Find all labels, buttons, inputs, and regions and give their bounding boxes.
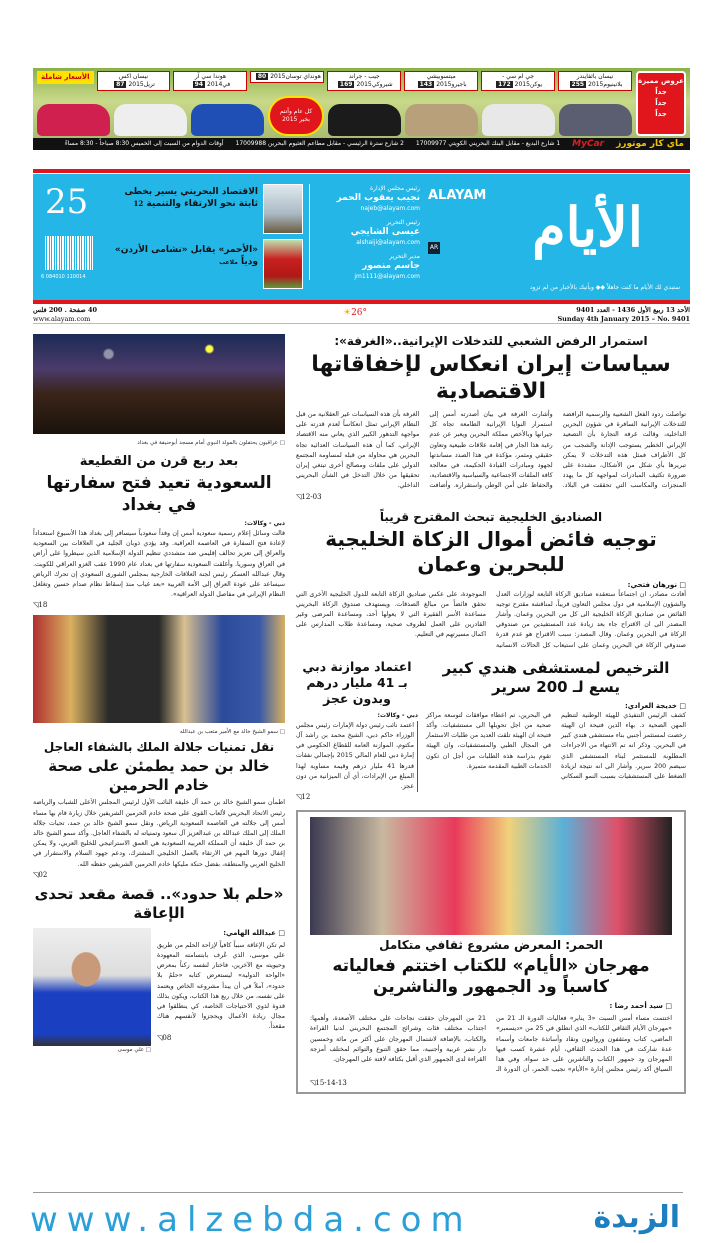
slogan: ستبدي لك الأيام ما كنت جاهلاً ◆◆ ويأتيك بالأخبار من لم تزود: [529, 284, 680, 291]
brand-name: ماي كار موتورز: [616, 139, 684, 149]
article-headline[interactable]: سياسات إيران انعكاس لإخفاقاتها الاقتصادية: [311, 352, 671, 404]
staff-editor-in-chief: رئيس التحرير عيسى الشايجي alshaiji@alayam.com: [315, 218, 420, 247]
car-image: [559, 104, 632, 136]
article-khalid: [33, 728, 285, 879]
page-ref: ◹08: [157, 1033, 172, 1042]
car-price-tag: نيسان باثفايندر بلاتينيوم255 2015: [558, 71, 632, 91]
baghdad-celebration-photo[interactable]: [33, 334, 285, 434]
dream-photo-block: [33, 928, 151, 1054]
article-saudi-embassy: [33, 439, 285, 610]
building-thumbnail: [263, 184, 303, 234]
article-hospital: [426, 659, 686, 782]
special-offer-box: [636, 71, 686, 136]
sheikh-khalid-meeting-photo[interactable]: [33, 615, 285, 723]
ad-main: [33, 68, 690, 138]
article-headline[interactable]: الترخيص لمستشفى هندي كبير يسع لـ 200 سرير: [442, 658, 670, 696]
staff-chairman: رئيس مجلس الإدارة نجيب يعقوب الحمر najeb@alayam.com: [315, 184, 420, 213]
address-1: 1 شارع البديع - مقابل البنك البحريني الكويتي 17009977: [415, 140, 561, 147]
article-dream: [33, 928, 285, 1054]
dateline: [33, 305, 690, 324]
alzebda-logo: الزبدة: [593, 1200, 680, 1235]
article-subheadline: الصناديق الخليجية تبحث المقترح قريباً: [379, 509, 603, 524]
all-prices-label: الأسعار شاملة: [37, 71, 94, 84]
masthead-divider: [309, 184, 310, 280]
photo-caption: □ سمو الشيخ خالد مع الأمير متعب بن عبدالله: [179, 729, 285, 736]
ar-badge-icon[interactable]: AR: [428, 242, 440, 254]
alayam-latin-logo: ALAYAM: [428, 188, 487, 203]
page-ref: ◹12-03: [296, 492, 322, 501]
byline: دبي - وكالات:: [377, 711, 418, 719]
car-price-tag: جيب - جراند شيروكي169 2015: [327, 71, 401, 91]
article-dubai-budget: [296, 659, 418, 802]
article-headline[interactable]: مهرجان «الأيام» للكتاب اختتم فعالياته كاسباً ود الجمهور والناشرين: [332, 956, 650, 998]
anniversary-25-logo: 25: [45, 182, 89, 222]
gregorian-date: Sunday 4th January 2015 – No. 9401: [557, 315, 690, 323]
alayam-logo[interactable]: الأيام: [532, 195, 643, 259]
ad-cars-area: [37, 71, 632, 136]
barcode-number: 6 084010 110014: [41, 274, 86, 280]
football-team-thumbnail: [263, 239, 303, 289]
article-headline[interactable]: خالد بن حمد يطمئن على صحة خادم الحرمين: [48, 757, 270, 795]
teaser-economy[interactable]: الاقتصاد البحريني يسير بخطى ثابتة نحو الارتقاء والتنمية 12: [124, 187, 258, 209]
sun-icon: ☀: [343, 308, 352, 318]
website-link[interactable]: www.alayam.com: [33, 315, 91, 323]
article-book-festival: [296, 810, 686, 1094]
book-festival-photo[interactable]: [310, 817, 672, 935]
article-zakat: [296, 510, 686, 651]
teaser-football[interactable]: «الأحمر» يقابل «نشامى الأردن» ودياً ملاعب: [114, 245, 258, 267]
new-year-badge: كل عام وأنتم بخير 2015: [268, 96, 324, 136]
page-ref: ◹18: [33, 601, 48, 610]
right-column: [296, 334, 686, 1094]
article-subheadline: بعد ربع قرن من القطيعة: [79, 454, 239, 469]
article-body: تواصلت ردود الفعل الشعبية والرسمية الرافضة للتدخلات الإيرانية السافرة في شؤون البحرين الداخلية، وقالت غرفة التجارة بأن التصعيد الإيراني الخطير يستوجب الإدانة والشجب من كل الأطراف فمثل هذه التدخلات لا يمكن تبريرها بأي شكل من الأشكال، مشددة على ضرورة تكثيف المبادرات لمواجهة كل ما يهدد المنجزات والمكاسب التي تحققت في البلاد. وأشارت الغرفة في بيان أصدرته أمس إلى استمرار النوايا الإيرانية الطامعة تجاه كل جيرانها وبالأخص مملكة البحرين ويعبر عن عدم رغبة هذا الجار في إقامة علاقات طبيعية وتعاون حقيقي ومثمر، مؤكدة في هذا الصدد مساندتها لجهود ومبادرات القيادة الحكيمة، في معالجة كافة الملفات الاجتماعية والسياسية والاقتصادية، والحفاظ على أمن الوطن واستقراره. وأضافت الغرفة بأن هذه السياسات غير العقلانية من قبل النظام الإيراني تمثل انعكاساً لعدم قدرته على مواجهة التدهور الكبير الذي يعاني منه الاقتصاد الإيراني، كما أن هذه السياسات العدائية تجاه البحرين هي محاولة من قبله لمساومة المجتمع الدولي على ملفات ومصالح أخرى تبتغي إيران تحقيقها من خلال التدخل في الشأن البحريني الداخلي.: [296, 411, 686, 490]
car-price-tag: ميتسوبيشي باجيرو143 2015: [404, 71, 478, 91]
byline: □ نورهان فتحي:: [627, 580, 686, 589]
footer-divider: [33, 1192, 683, 1193]
price-tags-row: [37, 71, 632, 91]
barcode: [45, 236, 93, 270]
pages-price: 40 صفحة . 200 فلس: [33, 306, 97, 314]
offer-line: جداً: [655, 99, 667, 107]
address-2: 2 شارع سترة الرئيسي - مقابل مطاعم العثيوم البحرين 17009988: [235, 140, 404, 147]
article-headline[interactable]: توجيه فائض أموال الزكاة الخليجية للبحرين وعمان: [325, 526, 657, 576]
car-price-tag: هوندا سي آر في94 2014: [173, 71, 247, 91]
car-image: [191, 104, 264, 136]
ali-mousa-photo[interactable]: [33, 928, 151, 1046]
article-body: اختتمت مساء أمس السبت «3 يناير» فعاليات الدورة الـ 21 من «مهرجان الأيام الثقافي للكتاب» الذي انطلق في 25 من «ديسمبر» الماضي، كتاب ومثقفون وروائيون ونقاد وأساتذة جامعات وأسماء عدة شاركت في هذا الحدث الثقافي، أيام عشرة كسب فيها المهرجان ود جمهور الكتاب والناشرين على حد سواء. وفي هذا السياق أكد رئيس مجلس إدارة «الأيام» نجيب الحمر، أن الدورة الـ 21 من المهرجان حققت نجاحات على مختلف الأصعدة، وأهمها: اجتذاب مختلف فئات وشرائح المجتمع البحريني لدنيا القراءة والكتاب، بالإضافة لاشتمال المهرجان على أكثر من مائة وخمسين دار نشر عربية وأجنبية، مما حقق التنوع والتوائم لمختلف أمزجة القراءة لدى الجمهور الذي أقبل بكثافة لافتة على المهرجان.: [310, 1015, 672, 1074]
mycar-logo: MyCar: [572, 139, 605, 149]
ad-footer-bar: [33, 138, 690, 150]
car-image: [328, 104, 401, 136]
article-subheadline: الحمر: المعرض مشروع ثقافي متكامل: [379, 938, 603, 953]
left-column: [33, 334, 285, 1054]
article-iran: [296, 334, 686, 502]
bottom-red-rule: [33, 300, 690, 304]
hospital-dubai-row: [296, 659, 686, 802]
page-ref: ◹15-14-13: [310, 1079, 347, 1088]
page-ref: ◹02: [33, 870, 48, 879]
car-price-tag: هونداي توسان80 2015: [250, 71, 324, 83]
footer-url[interactable]: www.alzebda.com: [30, 1200, 473, 1240]
car-image: [405, 104, 478, 136]
article-subheadline: نقل تمنيات جلالة الملك بالشفاء العاجل: [43, 740, 275, 755]
offer-line: جداً: [655, 110, 667, 118]
masthead: [33, 174, 690, 300]
offer-line: جداً: [655, 88, 667, 96]
article-headline[interactable]: «حلم بلا حدود».. قصة مقعد تحدى الإعاقة: [34, 884, 284, 922]
article-body: أفادت مصادر، ان اجتماعاً ستعقده صناديق الزكاة التابعة لوزارات العدل والشؤون الإسلامية في دول مجلس التعاون قريباً، لمناقشة مقترح توجيه الفائض من صناديق الزكاة الخليجية الى كل من البحرين وعمان. وأشار المصدر الى ان الاقتراح جاء بعد زيادة عدد المستفيدين من صندوقي الزكاة في البحرين وعمان. وقال المصدر: سبب الاقتراح هو عدم قدرة صندوقي الزكاة في البحرين وعمان على استيعاب كل الحالات الانسانية الموجودة، على عكس صناديق الزكاة التابعة للدول الخليجية الأخرى التي تحقق فائضاً من مبالغ الصدقات. ويستهدف صندوق الزكاة البحريني مساعدة الأسر الفقيرة التي لا يعولها أحد، ومساعدة المرضى وغير القادرين على العمل لظروف صحية، ومساعدة طلاب المدارس على اكمال مسيرتهم في التعليم.: [296, 590, 686, 649]
byline: □ سيد أحمد رضا :: [609, 1002, 672, 1011]
article-headline[interactable]: السعودية تعيد فتح سفارتها في بغداد: [46, 473, 272, 515]
byline: دبي - وكالات:: [244, 520, 285, 527]
article-body: اعتمد نائب رئيس دولة الإمارات رئيس مجلس الوزراء حاكم دبي، الشيخ محمد بن راشد آل مكتوم، الموازنة العامة للقطاع الحكومي في إمارة دبي للعام المالي 2015 بإجمالي نفقات قدرها 41 مليار درهم وقيمة مساوية لهذا المبلغ من الإيرادات، أي أن الميزانية من دون عجز.: [296, 721, 418, 792]
car-image: [114, 104, 187, 136]
page-ref: ◹12: [296, 793, 311, 802]
email-link[interactable]: najeb@alayam.com: [360, 205, 420, 212]
staff-managing-editor: مدير التحرير جاسم منصور jm1111@alayam.com: [315, 252, 420, 281]
photo-caption: □ علي موسى: [117, 1046, 151, 1053]
article-subheadline: استمرار الرفض الشعبي للتدخلات الإيرانية..«الغرفة»:: [334, 334, 648, 348]
article-body: كشف الرئيس التنفيذي للهيئة الوطنية لتنظيم المهن الصحية د. بهاء الدين فتيحة ان الهيئة رخصت لمستثمر أجنبي بناء مستشفى هندي كبير في البحرين. وذكر انه تم الانتهاء من الاجراءات المطلوبة للمستثمر لبناء المستشفى الذي سيضم 200 سرير. وأشار الى انه نتيجة لزيادة الضغط على المستشفيات بسبب النمو السكاني في البحرين، تم اعطاء موافقات لتوسعة مراكز صحية من اجل تحويلها الى مستشفيات. وأكد فتيحة ان الهيئة تلقت العديد من طلبات الاستثمار في المجال الطبي والمستشفيات، وان الهيئة تقوم بدراسة هذه الطلبات من أجل ان تكون الخدمات الطبية المقدمة متميزة.: [426, 711, 686, 781]
cars-row: [37, 94, 632, 136]
top-red-rule: [33, 169, 690, 173]
photo-caption: □ عراقيون يحتفلون بالمولد النبوي أمام مسجد أبوحنيفة في بغداد: [137, 440, 285, 446]
article-dream-body: [157, 928, 285, 1043]
car-price-tag: جي ام سي - يوكن172 2015: [481, 71, 555, 91]
byline: □ عبدالله الهامي:: [223, 928, 285, 937]
car-price-tag: نيسان اكس تريل87 2015: [97, 71, 171, 91]
email-link[interactable]: alshaiji@alayam.com: [356, 239, 420, 246]
byline: □ خديجة العرادي:: [624, 701, 686, 710]
weather: ☀26°: [343, 308, 368, 318]
car-advertisement[interactable]: [33, 68, 690, 150]
email-link[interactable]: jm1111@alayam.com: [354, 273, 420, 280]
hijri-date: الأحد 13 ربيع الأول 1436 - العدد 9401: [576, 306, 690, 314]
article-body: لم تكن الإعاقة سبباً كافياً لإزاحة الحلم من طريق علي موسى، الذي عُرف بابتسامته المعهودة وحيويته مع الآخرين، فاختار لنفسه ركناً بمعرض «الواحة الدولية» ليستعرض كتابه «حلمٌ بلا حدود»، آملاً في أن يبدأ مشروعه الخاص ويعتمد على نفسه، من خلال ريع هذا الكتاب، ويكون بذلك قدوة لذوي الاحتياجات الخاصة، كي ينطلقوا في مجال ريادة الأعمال ويحجزوا لأنفسهم هناك مقعداً.: [157, 941, 285, 1031]
opening-hours: أوقات الدوام من السبت إلى الخميس 8:30 صباحاً - 8:30 مساءً: [64, 140, 224, 147]
car-image: [482, 104, 555, 136]
article-body: قالت وسائل إعلام رسمية سعودية أمس إن وفداً سعودياً سيسافر إلى بغداد هذا الأسبوع استعداداً لإعادة فتح السفارة في العاصمة العراقية. وقد يؤدي ذوبان الجليد في العلاقات بين السعودية والعراق إلى تعزيز تحالف إقليمي ضد متشددي تنظيم الدولة الإسلامية الذين سيطروا على أراض في العراق وسوريا. وأغلقت السعودية سفارتها في بغداد عام 1990 عقب الغزو العراقي للكويت. وقال عبدالله العسكر رئيس لجنة العلاقات الخارجية بمجلس الشورى السعودي إن تحرك الرياض سيساعد على عودة العراق إلى الأمة العربية «بعد غياب منذ إسقاط نظام صدام حسين وتغلغل النظام الإيراني في مفاصل الدولة العراقية».: [33, 530, 285, 599]
car-image: [37, 104, 110, 136]
article-body: اطمأن سمو الشيخ خالد بن حمد آل خليفة النائب الأول لرئيس المجلس الأعلى للشباب والرياضة رئيس الاتحاد البحريني لألعاب القوى على صحة خادم الحرمين الشريفين خلال زيارة قام بها مساء أمس إلى جلالته في العاصمة السعودية الرياض. ونقل سمو الشيخ خالد بن حمد، تحيات جلالة الملك إلى الملك عبدالله بن عبدالعزيز آل سعود وتمنياته له بالشفاء العاجل. وأكد سمو الشيخ خالد بن حمد آل خليفة أن المملكة العربية السعودية هي العمق الاستراتيجي للخليج العربي، ولا يمكن إغفال دورها المهم في الارتقاء بالعمل الخليجي المشترك، ودعم جهود السلام والاستقرار في الخليج العربي والمنطقة، بفضل حنكة مليكها خادم الحرمين الشريفين حفظه الله.: [33, 799, 285, 868]
offer-title: عروض مميزة: [638, 77, 684, 85]
article-headline[interactable]: اعتماد موازنة دبي بـ 41 مليار درهم وبدون عجز: [302, 658, 412, 706]
